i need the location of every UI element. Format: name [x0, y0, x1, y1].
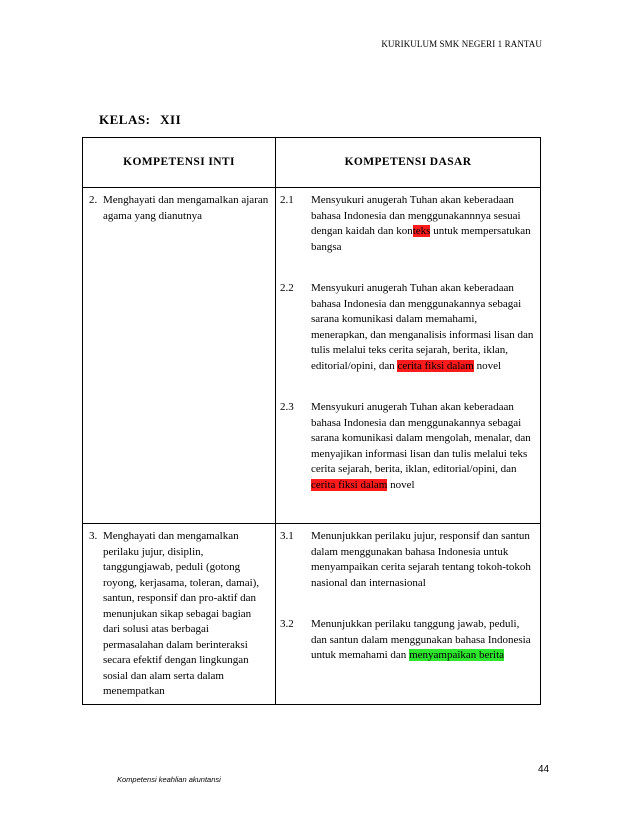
- highlight-red: teks: [412, 225, 431, 237]
- kd-text-part: novel: [387, 478, 415, 491]
- highlight-green: menyampaikan berita: [409, 649, 505, 661]
- kompetensi-dasar-cell: [276, 524, 541, 705]
- kd-text: [311, 281, 536, 374]
- header-kompetensi-inti: KOMPETENSI INTI: [83, 138, 276, 188]
- ki-text: Menghayati dan mengamalkan ajaran agama yang dianutnya: [103, 194, 269, 222]
- kd-item: [280, 193, 536, 255]
- highlight-red: cerita fiksi dalam: [311, 478, 388, 491]
- document-footer: Kompetensi keahlian akuntansi: [117, 775, 221, 784]
- ki-number: 3.: [89, 530, 98, 542]
- kd-number: 3.1: [280, 530, 294, 542]
- kd-text: [311, 617, 536, 664]
- ki-item: [89, 529, 269, 700]
- highlight-red: cerita fiksi dalam: [397, 359, 474, 372]
- kd-text-part: Menunjukkan perilaku tanggung jawab, peduli, dan santun dalam menggunakan bahasa Indonesia untuk memahami dan: [311, 618, 531, 661]
- kd-text: [311, 400, 536, 493]
- kd-text-part: Mensyukuri anugerah Tuhan akan keberadaan bahasa Indonesia dan menggunakannya sebagai sarana komunikasi dalam memahami, menerapkan, dan menganalisis informasi lisan dan tulis melalui teks cerita sejarah, berita, iklan, editorial/opini, dan: [311, 282, 534, 372]
- ki-text: Menghayati dan mengamalkan perilaku jujur, disiplin, tanggungjawab, peduli (gotong royong, kerjasama, toleran, damai), santun, responsif dan pro-aktif dan menunjukan sikap sebagai bagian dari solusi atas berbagai permasalahan dalam berinteraksi secara efektif dengan lingkungan sosial dan alam serta dalam menempatkan: [103, 530, 260, 697]
- kd-text-part: novel: [473, 359, 502, 372]
- kd-text: Menunjukkan perilaku jujur, responsif dan santun dalam menggunakan bahasa Indonesia untuk menyampaikan cerita sejarah tentang tokoh-tokoh nasional dan internasional: [311, 530, 531, 589]
- class-label: [99, 112, 181, 128]
- kd-text-part: Mensyukuri anugerah Tuhan akan keberadaan bahasa Indonesia dan menggunakannya sebagai sarana komunikasi dalam mengolah, menalar, dan menyajikan informasi lisan dan tulis melalui teks cerita sejarah, berita, iklan, editorial/opini, dan: [311, 401, 531, 475]
- competency-table: [82, 137, 541, 705]
- kelas-label: KELAS:: [99, 112, 151, 127]
- document-header: KURIKULUM SMK NEGERI 1 RANTAU: [381, 39, 542, 49]
- ki-number: 2.: [89, 194, 98, 206]
- kelas-value: XII: [160, 112, 182, 127]
- kd-text: [311, 193, 536, 255]
- table-header-row: [83, 138, 541, 188]
- kd-number: 2.3: [280, 401, 294, 413]
- kd-item: [280, 529, 536, 591]
- kd-number: 3.2: [280, 618, 294, 630]
- ki-item: [89, 193, 269, 224]
- kompetensi-inti-cell: [83, 188, 276, 524]
- header-kompetensi-dasar: KOMPETENSI DASAR: [276, 138, 541, 188]
- kompetensi-inti-cell: [83, 524, 276, 705]
- kd-text-part: Mensyukuri anugerah Tuhan akan keberadaan bahasa Indonesia dan menggunakannnya sesuai dengan kaidah dan kon: [311, 194, 521, 237]
- kd-item: [280, 400, 536, 493]
- kd-number: 2.2: [280, 282, 294, 294]
- kd-number: 2.1: [280, 194, 294, 206]
- kd-text-part: untuk mempersatukan bangsa: [311, 225, 531, 253]
- table-row: [83, 524, 541, 705]
- table-row: [83, 188, 541, 524]
- kd-item: [280, 281, 536, 374]
- kompetensi-dasar-cell: [276, 188, 541, 524]
- page-number: 44: [538, 764, 550, 775]
- kd-item: [280, 617, 536, 664]
